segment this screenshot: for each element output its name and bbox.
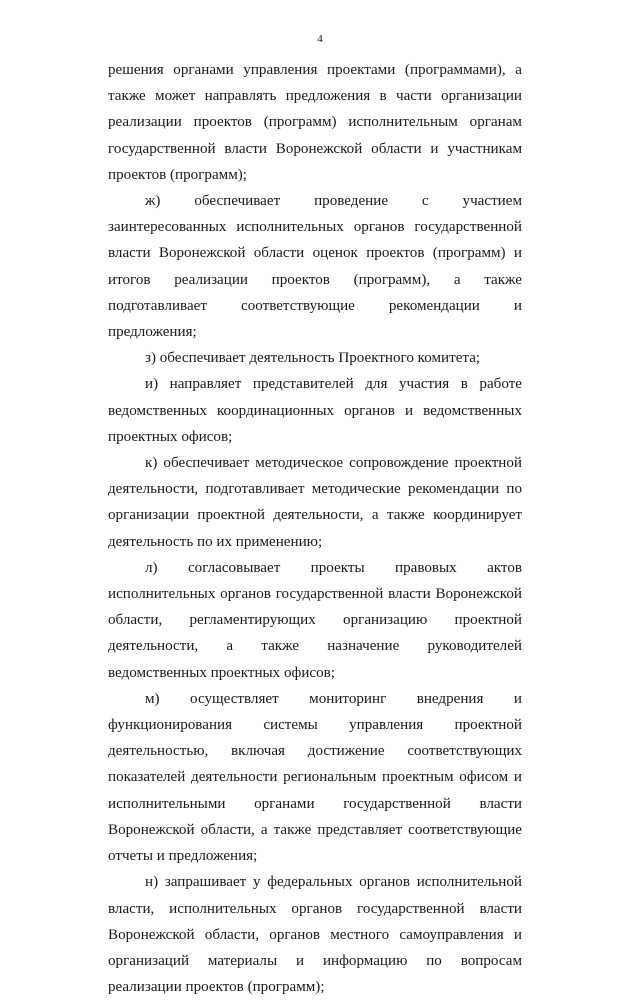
page-number: 4 bbox=[317, 33, 323, 45]
document-body bbox=[108, 57, 522, 1000]
paragraph-item-n: н) запрашивает у федеральных органов исполнительной власти, исполнительных органов государственной власти Воронежской области, органов местного самоуправления и организаций материалы и информацию по вопросам реализации проектов (программ); bbox=[108, 874, 522, 996]
paragraph-item-m: м) осуществляет мониторинг внедрения и функционирования системы управления проектной деятельностью, включая достижение соответствующих показателей деятельности региональным проектным офисом и исполнительными органами государственной власти Воронежской области, а также представляет соответствующие отчеты и предложения; bbox=[108, 690, 522, 865]
paragraph-item-i: и) направляет представителей для участия в работе ведомственных координационных органов и ведомственных проектных офисов; bbox=[108, 376, 522, 445]
paragraph-item-k: к) обеспечивает методическое сопровождение проектной деятельности, подготавливает методические рекомендации по организации проектной деятельности, а также координирует деятельность по их применению; bbox=[108, 455, 522, 550]
paragraph-item-zh: ж) обеспечивает проведение с участием заинтересованных исполнительных органов государственной власти Воронежской области оценок проектов (программ) и итогов реализации проектов (программ), а также подготавливает соответствующие рекомендации и предложения; bbox=[108, 193, 522, 341]
paragraph-continuation: решения органами управления проектами (программами), а также может направлять предложения в части организации реализации проектов (программ) исполнительным органам государственной власти Воронежской области и участникам проектов (программ); bbox=[108, 62, 522, 183]
paragraph-item-z: з) обеспечивает деятельность Проектного комитета; bbox=[145, 350, 481, 367]
paragraph-item-l: л) согласовывает проекты правовых актов исполнительных органов государственной власти Воронежской области, регламентирующих организацию проектной деятельности, а также назначение руководителей ведомственных проектных офисов; bbox=[108, 559, 522, 681]
